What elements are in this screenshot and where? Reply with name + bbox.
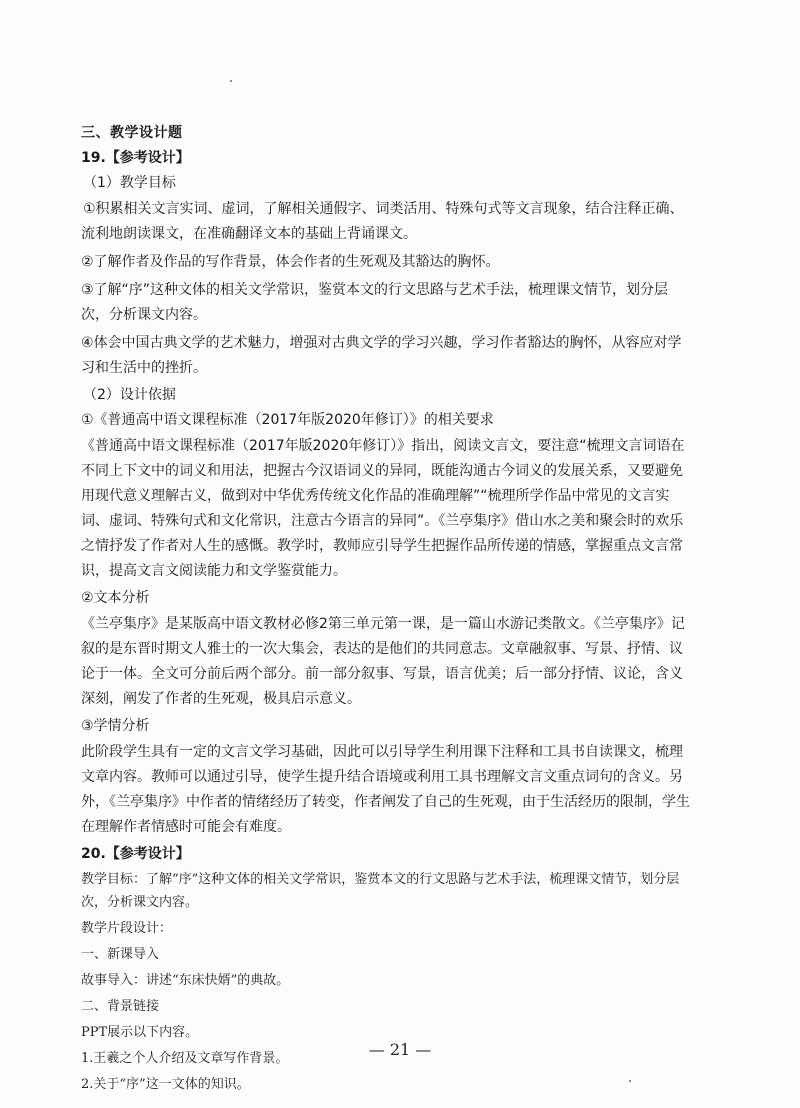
q20-line-intro-heading: 一、新课导入 — [81, 947, 160, 962]
q20-line-background-heading: 二、背景链接 — [81, 999, 160, 1014]
curriculum-standard-title: ①《普通高中语文课程标准（2017年版2020年修订）》的相关要求 — [81, 412, 494, 428]
objective-item-1: ①积累相关文言实词、虚词，了解相关通假字、词类活用、特殊句式等文言现象，结合注释正确、流利地朗读课文，在准确翻译文本的基础上背诵课文。 — [81, 201, 684, 242]
learner-analysis-title: ③学情分析 — [81, 718, 150, 734]
question-20-label: 20.【参考设计】 — [81, 846, 190, 862]
text-analysis-title: ②文本分析 — [81, 590, 150, 606]
design-basis-title: （2）设计依据 — [83, 387, 176, 403]
objective-item-4: ④体会中国古典文学的艺术魅力，增强对古典文学的学习兴趣，学习作者豁达的胸怀，从容应对学习和生活中的挫折。 — [81, 335, 682, 376]
q20-line-ppt: PPT展示以下内容。 — [81, 1025, 199, 1040]
page-number: — 21 — — [368, 1040, 432, 1059]
objective-item-2: ②了解作者及作品的写作背景，体会作者的生死观及其豁达的胸怀。 — [81, 254, 500, 270]
objective-item-3: ③了解“序”这种文体的相关文学常识，鉴赏本文的行文思路与艺术手法，梳理课文情节，划分层次，分析课文内容。 — [81, 282, 669, 323]
q20-line-fragment-design: 教学片段设计： — [81, 921, 173, 936]
text-analysis-body: 《兰亭集序》是某版高中语文教材必修2第三单元第一课，是一篇山水游记类散文。《兰亭集序》记叙的是东晋时期文人雅士的一次大集会，表达的是他们的共同意志。文章融叙事、写景、抒情、议论于一体。全文可分前后两个部分。前一部分叙事、写景，语言优美；后一部分抒情、议论，含义深刻，阐发了作者的生死观，极具启示意义。 — [81, 616, 685, 707]
question-19-label: 19.【参考设计】 — [81, 150, 190, 166]
q20-line-objective: 教学目标：了解“序”这种文体的相关文学常识，鉴赏本文的行文思路与艺术手法，梳理课文情节，划分层次，分析课文内容。 — [81, 872, 680, 910]
page-content — [81, 122, 693, 1099]
q20-line-story-intro: 故事导入：讲述“东床快婿”的典故。 — [81, 973, 290, 988]
objectives-title: （1）教学目标 — [83, 175, 176, 191]
curriculum-standard-body: 《普通高中语文课程标准（2017年版2020年修订）》指出，阅读文言文，要注意“梳理文言词语在不同上下文中的词义和用法，把握古今汉语词义的异同，既能沟通古今词义的发展关系，又要避免用现代意义理解古义，做到对中华优秀传统文化作品的准确理解”“梳理所学作品中常见的文言实词、虚词、特殊句式和文化常识，注意古今语言的异同”。《兰亭集序》借山水之美和聚会时的欢乐之情抒发了作者对人生的感慨。教学时，教师应引导学生把握作品所传递的情感，掌握重点文言常识，提高文言文阅读能力和文学鉴赏能力。 — [81, 438, 685, 579]
q20-line-item-2: 2.关于“序”这一文体的知识。 — [81, 1077, 250, 1092]
learner-analysis-body: 此阶段学生具有一定的文言文学习基础，因此可以引导学生利用课下注释和工具书自读课文，梳理文章内容。教师可以通过引导，使学生提升结合语境或利用工具书理解文言文重点词句的含义。另外，《兰亭集序》中作者的情绪经历了转变，作者阐发了自己的生死观，由于生活经历的限制，学生在理解作者情感时可能会有难度。 — [81, 744, 690, 835]
section-title: 三、教学设计题 — [81, 125, 183, 141]
scan-speck — [230, 80, 232, 82]
scan-speck — [629, 1080, 631, 1082]
q20-line-item-1: 1.王羲之个人介绍及文章写作背景。 — [81, 1051, 289, 1066]
